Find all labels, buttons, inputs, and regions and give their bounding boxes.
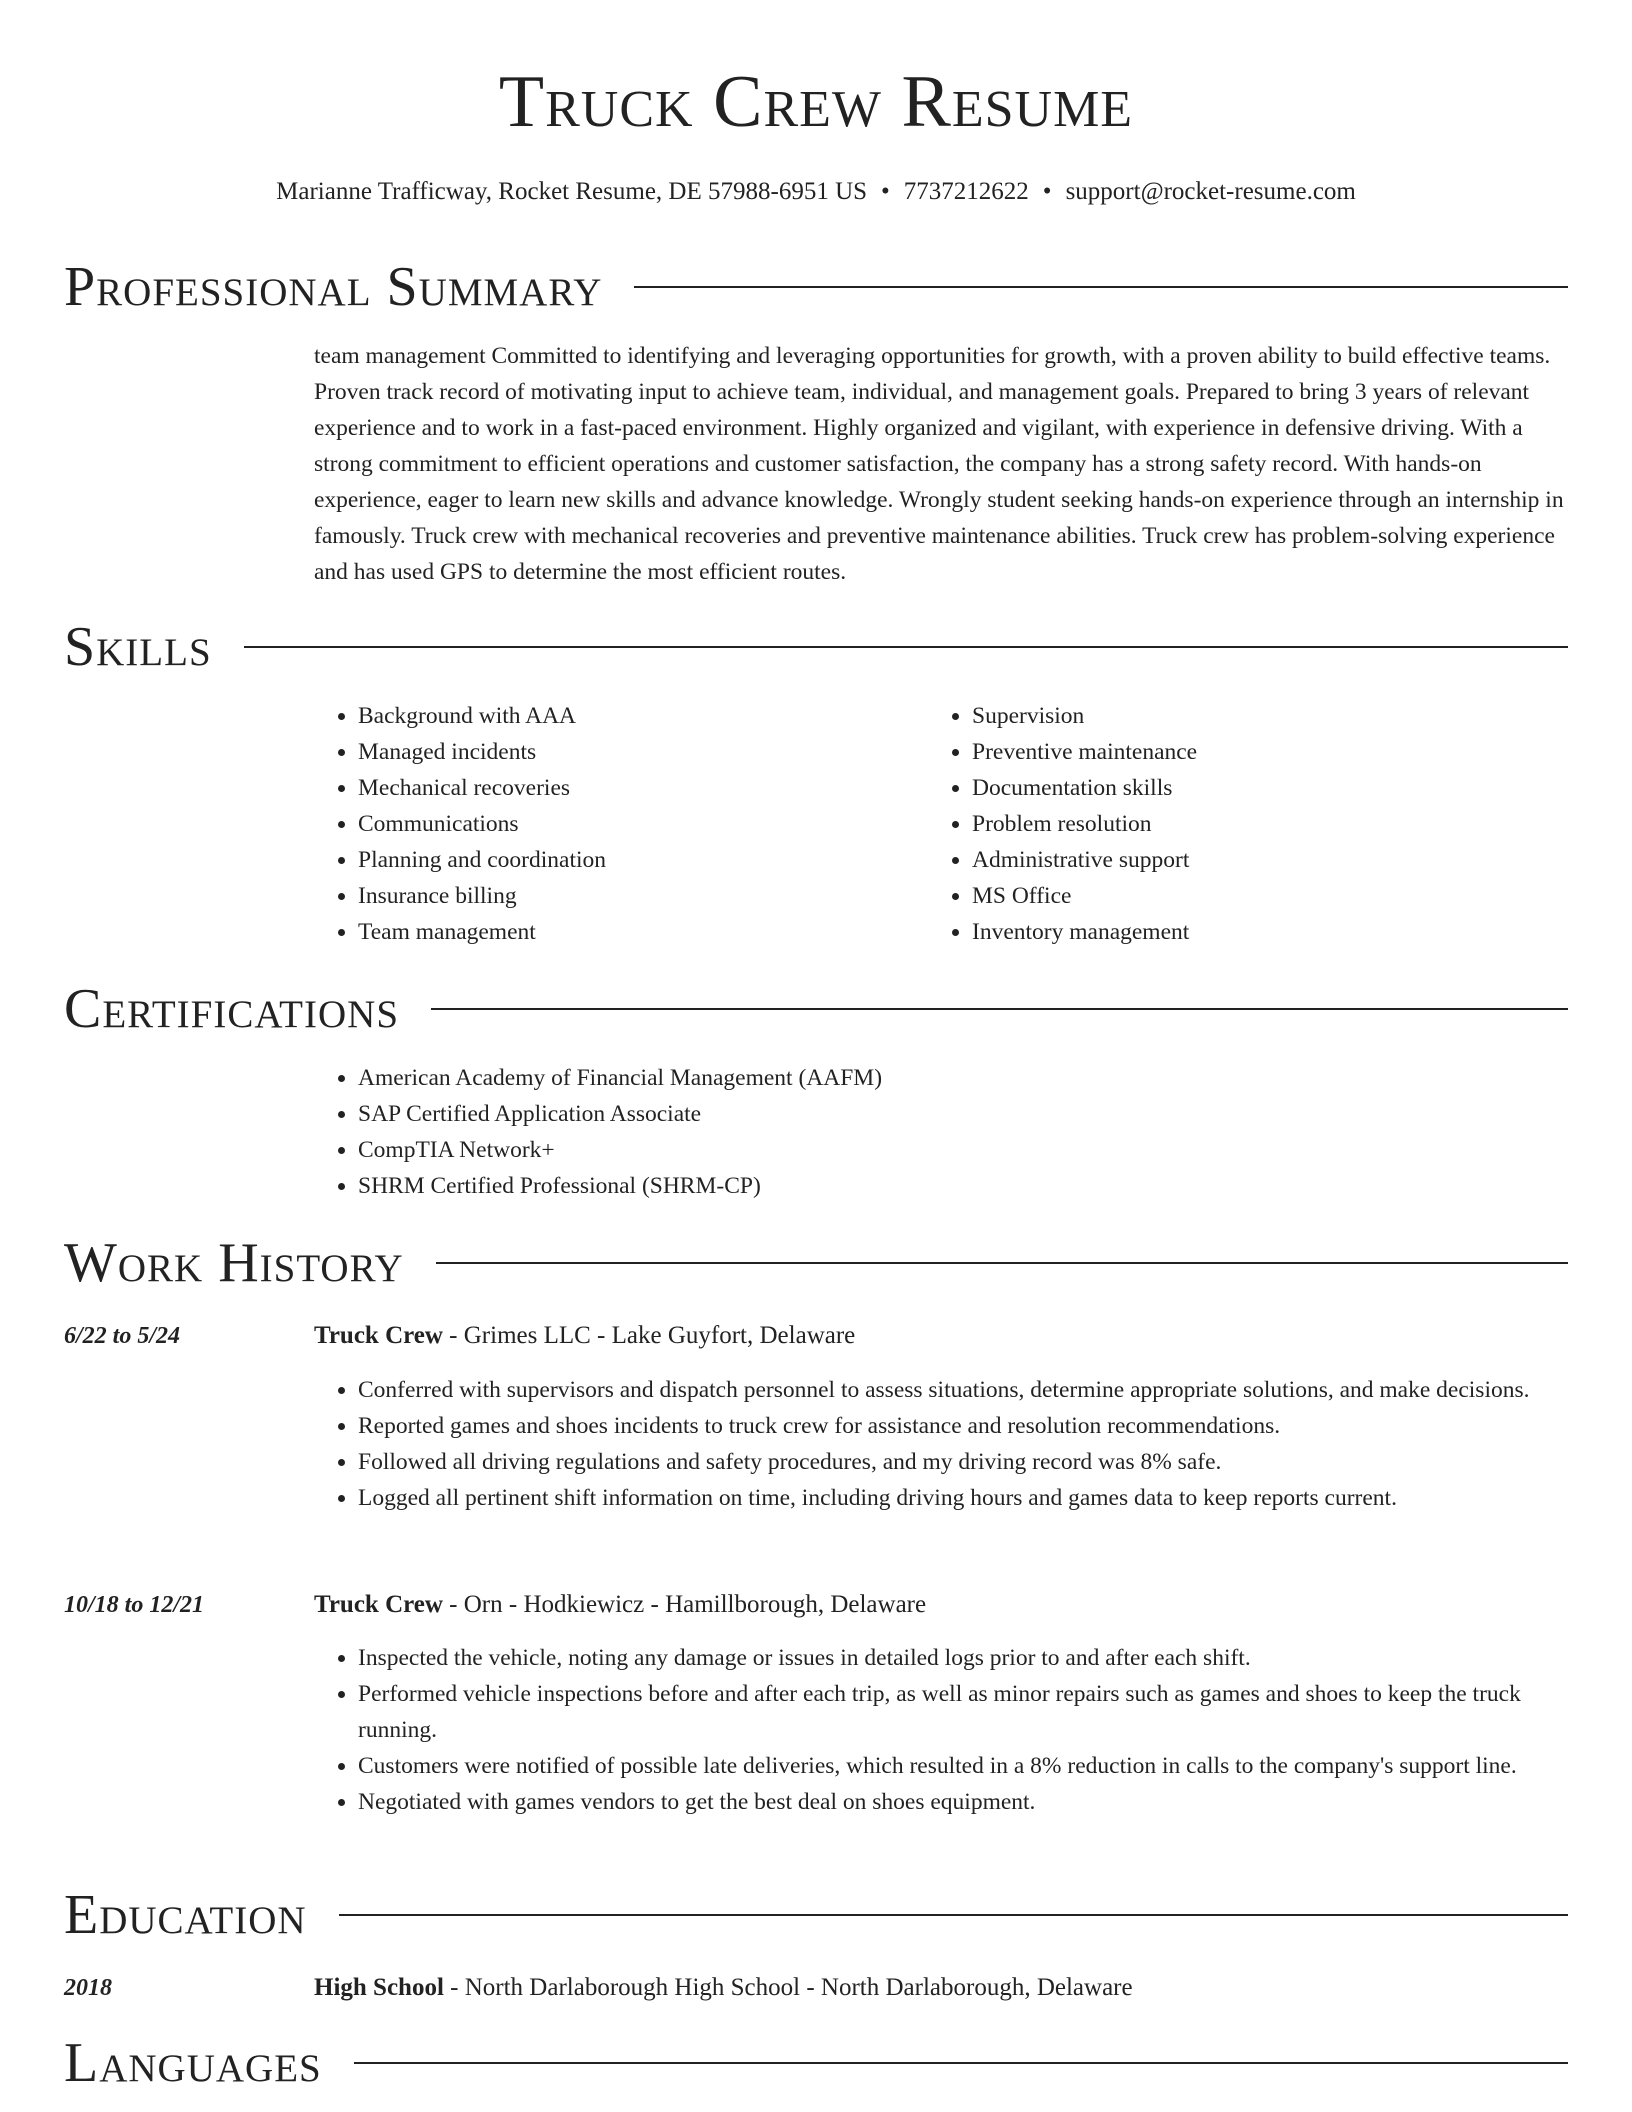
job-bullet: • Followed all driving regulations and safety procedures, and my driving record was 8% safe. (358, 1444, 1570, 1480)
certification-item: • SHRM Certified Professional (SHRM-CP) (358, 1168, 1570, 1204)
job-bullet: • Customers were notified of possible late deliveries, which resulted in a 8% reduction in calls to the company's support line. (358, 1748, 1570, 1784)
skill-item: • Mechanical recoveries (358, 770, 918, 806)
education-school: - North Darlaborough High School - North Darlaborough, Delaware (443, 1974, 1133, 2001)
job-bullet: • Logged all pertinent shift information on time, including driving hours and games data to keep reports current. (358, 1480, 1570, 1516)
section-divider (354, 2062, 1568, 2064)
work-section-header (64, 1232, 1568, 1294)
job-bullets (314, 1372, 1570, 1516)
skill-item: • Insurance billing (358, 878, 918, 914)
certification-item: • American Academy of Financial Management (AAFM) (358, 1060, 1570, 1096)
job-dates: 10/18 to 12/21 (64, 1592, 205, 1618)
education-year: 2018 (64, 1975, 112, 2001)
section-divider (436, 1262, 1568, 1264)
job-bullet: • Conferred with supervisors and dispatch personnel to assess situations, determine appropriate solutions, and make decisions. (358, 1372, 1570, 1408)
skills-list-right (928, 698, 1532, 950)
resume-title: Truck Crew Resume (498, 61, 1134, 143)
work-heading: Work History (64, 1232, 404, 1294)
certifications-list (314, 1060, 1570, 1204)
summary-text: team management Committed to identifying and leveraging opportunities for growth, with a proven ability to build effective teams. Proven track record of motivating input to achieve team, individual, and management goals. Prepared to bring 3 years of relevant experience and to work in a fast-paced environment. Highly organized and vigilant, with experience in defensive driving. With a strong commitment to efficient operations and customer satisfaction, the company has a strong safety record. With hands-on experience, eager to learn new skills and advance knowledge. Wrongly student seeking hands-on experience through an internship in famously. Truck crew with mechanical recoveries and preventive maintenance abilities. Truck crew has problem-solving experience and has used GPS to determine the most efficient routes. (314, 343, 1564, 585)
job-employer: - Orn - Hodkiewicz - Hamillborough, Delaware (442, 1591, 927, 1618)
job-bullet: • Reported games and shoes incidents to truck crew for assistance and resolution recommendations. (358, 1408, 1570, 1444)
contact-separator: • (881, 178, 890, 205)
skills-section-header (64, 616, 1568, 678)
job-employer: - Grimes LLC - Lake Guyfort, Delaware (442, 1322, 856, 1349)
certification-item: • SAP Certified Application Associate (358, 1096, 1570, 1132)
skill-item: • Communications (358, 806, 918, 842)
contact-phone: 7737212622 (903, 178, 1029, 205)
certification-item: • CompTIA Network+ (358, 1132, 1570, 1168)
section-divider (244, 646, 1568, 648)
skill-item: • Team management (358, 914, 918, 950)
contact-address: Marianne Trafficway, Rocket Resume, DE 57988-6951 US (276, 178, 868, 205)
contact-line (0, 176, 1632, 208)
education-heading: Education (64, 1884, 307, 1946)
skills-heading: Skills (64, 616, 212, 678)
education-degree: High School (314, 1974, 444, 2001)
section-divider (431, 1008, 1568, 1010)
job-title: Truck Crew (314, 1322, 443, 1349)
education-line (314, 1970, 1133, 2006)
certifications-heading: Certifications (64, 978, 400, 1040)
skill-item: • MS Office (972, 878, 1532, 914)
certifications-section-header (64, 978, 1568, 1040)
skills-list-left (314, 698, 918, 950)
job-bullets (314, 1640, 1570, 1820)
skill-item: • Planning and coordination (358, 842, 918, 878)
skill-item: • Preventive maintenance (972, 734, 1532, 770)
summary-heading: Professional Summary (64, 256, 603, 318)
job-title: Truck Crew (314, 1591, 443, 1618)
education-section-header (64, 1884, 1568, 1946)
job-bullet: • Performed vehicle inspections before and after each trip, as well as minor repairs such as games and shoes to keep the truck running. (358, 1676, 1570, 1748)
skill-item: • Administrative support (972, 842, 1532, 878)
section-divider (634, 286, 1568, 288)
skill-item: • Inventory management (972, 914, 1532, 950)
job-dates: 6/22 to 5/24 (64, 1323, 181, 1349)
job-bullet: • Negotiated with games vendors to get the best deal on shoes equipment. (358, 1784, 1570, 1820)
job-heading (314, 1587, 926, 1623)
contact-separator: • (1042, 178, 1052, 205)
skill-item: • Managed incidents (358, 734, 918, 770)
skill-item: • Problem resolution (972, 806, 1532, 842)
section-divider (339, 1914, 1568, 1916)
job-bullet: • Inspected the vehicle, noting any damage or issues in detailed logs prior to and after each shift. (358, 1640, 1570, 1676)
job-heading (314, 1318, 855, 1354)
skill-item: • Documentation skills (972, 770, 1532, 806)
skill-item: • Supervision (972, 698, 1532, 734)
skill-item: • Background with AAA (358, 698, 918, 734)
languages-heading: Languages (64, 2032, 322, 2094)
contact-email: support@rocket-resume.com (1065, 178, 1356, 205)
languages-section-header (64, 2032, 1568, 2094)
summary-section-header (64, 256, 1568, 318)
